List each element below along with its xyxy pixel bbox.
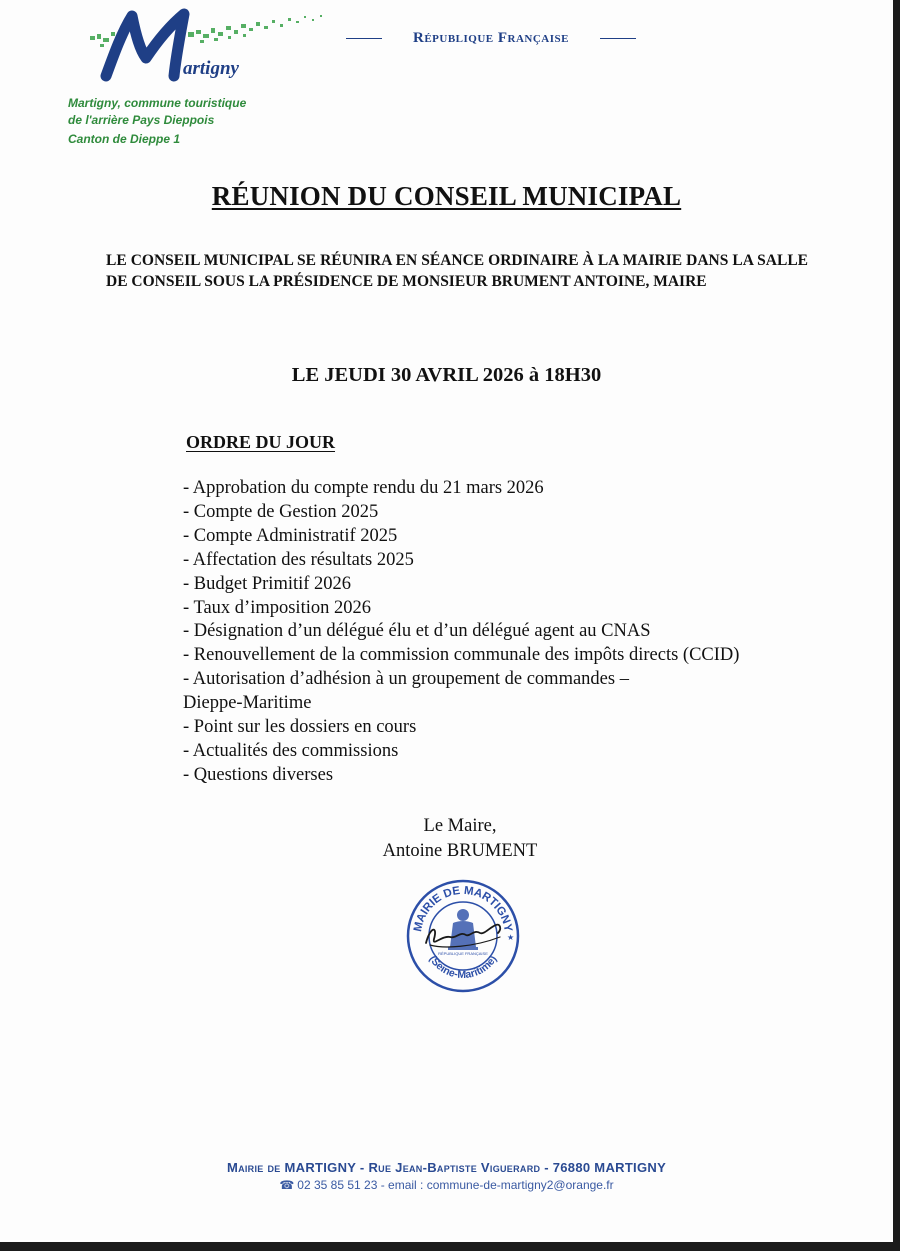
commune-tagline <box>68 95 246 148</box>
agenda-item: - Approbation du compte rendu du 21 mars 2026 <box>183 478 544 498</box>
stamp-top-text: MAIRIE DE MARTIGNY <box>412 884 514 933</box>
republique-text: République Française <box>413 30 569 46</box>
signature-role: Le Maire, <box>423 816 497 836</box>
stamp-bottom-text: (Seine-Maritime) <box>426 953 500 982</box>
agenda-item: - Affectation des résultats 2025 <box>183 549 414 570</box>
agenda-item: - Questions diverses <box>183 764 334 785</box>
meeting-announcement: LE CONSEIL MUNICIPAL SE RÉUNIRA EN SÉANCE ORDINAIRE À LA MAIRIE DANS LA SALLE DE CONSEIL SOUS LA PRÉSIDENCE DE MONSIEUR BRUMENT ANTOINE, MAIRE <box>106 252 808 290</box>
agenda-item: - Taux d’imposition 2026 <box>183 597 371 618</box>
logo-m-letter <box>106 14 184 76</box>
footer-address: Mairie de MARTIGNY - Rue Jean-Baptiste Viguerard - 76880 MARTIGNY <box>226 1160 667 1175</box>
agenda-item: - Budget Primitif 2026 <box>183 573 352 594</box>
agenda-list <box>183 477 823 788</box>
republique-francaise-header <box>346 30 636 47</box>
agenda-title: ORDRE DU JOUR <box>186 432 336 452</box>
header-rule-right <box>600 38 636 39</box>
mairie-stamp <box>404 877 522 995</box>
signature-name: Antoine BRUMENT <box>382 841 538 861</box>
header-rule-left <box>346 38 382 39</box>
agenda-item: - Actualités des commissions <box>183 740 399 761</box>
agenda-item: - Compte de Gestion 2025 <box>183 501 379 522</box>
phone-icon: ☎ <box>279 1178 295 1192</box>
logo-wordmark: artigny <box>183 58 239 79</box>
star-icon: ★ <box>507 933 515 942</box>
agenda-item: - Compte Administratif 2025 <box>183 525 398 546</box>
meeting-date: LE JEUDI 30 AVRIL 2026 à 18H30 <box>291 364 602 386</box>
page-footer <box>0 1160 893 1192</box>
agenda-item: - Autorisation d’adhésion à un groupement de commandes – Dieppe-Maritime <box>183 669 629 714</box>
signature-block <box>310 814 610 864</box>
tagline-line-1: Martigny, commune touristique <box>68 96 247 110</box>
agenda-item: - Renouvellement de la commission communale des impôts directs (CCID) <box>183 645 740 666</box>
tagline-line-2: de l'arrière Pays Dieppois <box>68 113 215 127</box>
agenda-item: - Désignation d’un délégué élu et d’un délégué agent au CNAS <box>183 621 651 642</box>
footer-contact <box>0 1178 893 1192</box>
martigny-logo <box>88 6 348 90</box>
stamp-inner-text: RÉPUBLIQUE FRANÇAISE <box>438 951 488 956</box>
footer-contact-text: 02 35 85 51 23 - email : commune-de-martigny2@orange.fr <box>297 1178 614 1192</box>
page-title: RÉUNION DU CONSEIL MUNICIPAL <box>211 181 682 211</box>
agenda-item: - Point sur les dossiers en cours <box>183 717 417 738</box>
canton-label: Canton de Dieppe 1 <box>68 132 181 146</box>
